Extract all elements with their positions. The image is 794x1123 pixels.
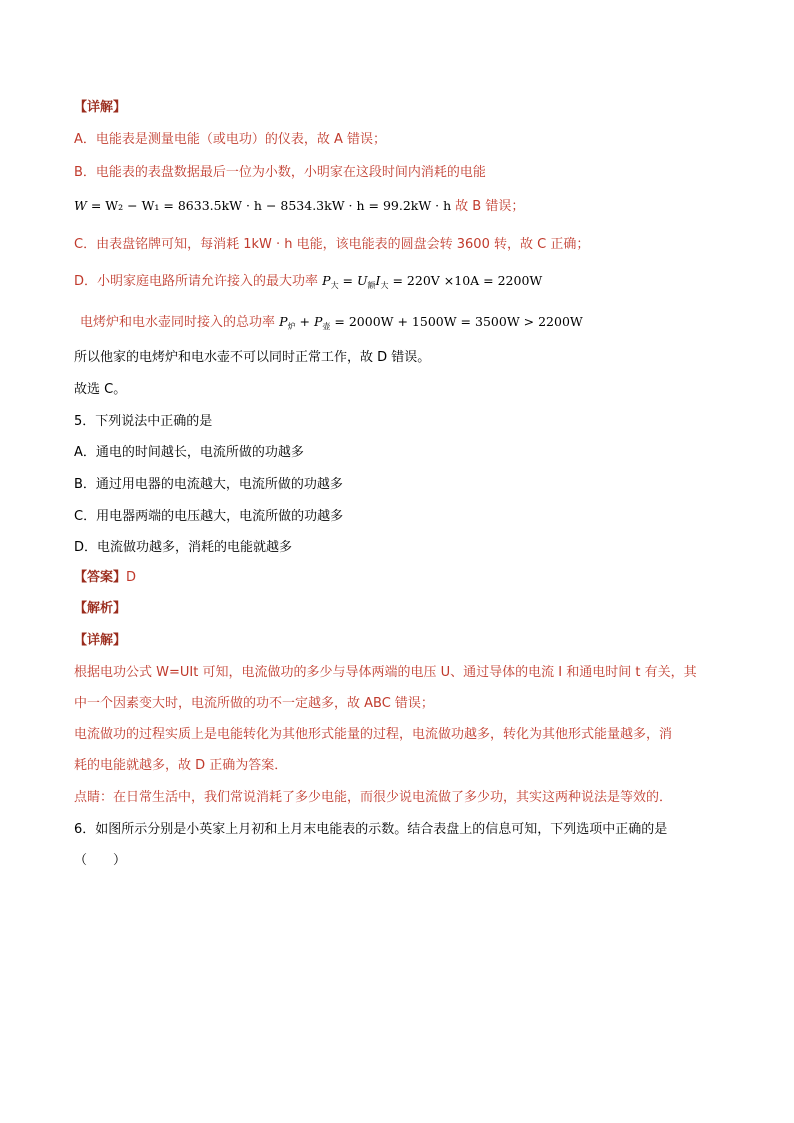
question6-bracket: （ ） bbox=[74, 853, 127, 868]
detail-option-c: C．由表盘铭牌可知，每消耗 1kW · h 电能，该电能表的圆盘会转 3600 转，故 C 正确； bbox=[74, 237, 590, 252]
question5-detail-3: 电流做功的过程实质上是电能转化为其他形式能量的过程，电流做功越多，转化为其他形式能量越多，消 bbox=[74, 727, 673, 742]
detail-conclusion: 所以他家的电烤炉和电水壶不可以同时正常工作，故 D 错误。 bbox=[74, 350, 431, 365]
question6-stem: 6．如图所示分别是小英家上月初和上月末电能表的示数。结合表盘上的信息可知，下列选项中正确的是 bbox=[74, 822, 668, 837]
formula-b bbox=[74, 197, 524, 216]
question5-answer bbox=[74, 569, 136, 587]
formula-b-lhs: W bbox=[74, 198, 87, 213]
formula-d2-p2: P bbox=[314, 314, 323, 329]
answer-value: D bbox=[126, 570, 137, 585]
detail-option-d bbox=[74, 272, 542, 295]
question5-option-b: B．通过用电器的电流越大，电流所做的功越多 bbox=[74, 477, 343, 492]
question5-option-a: A．通电的时间越长，电流所做的功越多 bbox=[74, 445, 304, 460]
detail-option-b: B．电能表的表盘数据最后一位为小数，小明家在这段时间内消耗的电能 bbox=[74, 165, 486, 180]
formula-d2-plus: + bbox=[295, 314, 314, 329]
detail-choice: 故选 C。 bbox=[74, 382, 127, 397]
formula-b-tail: 故 B 错误； bbox=[455, 199, 525, 214]
formula-d2 bbox=[279, 314, 583, 329]
question5-detail-1: 根据电功公式 W=UIt 可知，电流做功的多少与导体两端的电压 U、通过导体的电流 I 和通电时间 t 有关，其 bbox=[74, 665, 697, 680]
question5-detail-4: 耗的电能就越多，故 D 正确为答案． bbox=[74, 758, 288, 773]
formula-d-u: U bbox=[357, 273, 368, 288]
answer-tag: 【答案】 bbox=[74, 570, 127, 585]
detail-option-a: A．电能表是测量电能（或电功）的仪表，故 A 错误； bbox=[74, 132, 387, 147]
detail-option-d-text: D．小明家庭电路所请允许接入的最大功率 bbox=[74, 274, 319, 289]
detail-option-d2-text: 电烤炉和电水壶同时接入的总功率 bbox=[80, 315, 276, 330]
formula-d2-p1-sub: 炉 bbox=[287, 322, 296, 331]
formula-d-p-sub: 大 bbox=[330, 281, 339, 290]
analysis-tag: 【解析】 bbox=[74, 601, 127, 616]
question5-detail-2: 中一个因素变大时，电流所做的功不一定越多，故 ABC 错误； bbox=[74, 696, 434, 711]
formula-d-i: I bbox=[375, 273, 381, 288]
formula-d2-rest: = 2000W + 1500W = 3500W > 2200W bbox=[330, 314, 583, 329]
detail-option-d2 bbox=[80, 313, 583, 336]
question5-option-c: C．用电器两端的电压越大，电流所做的功越多 bbox=[74, 509, 344, 524]
formula-b-rhs: = W₂ − W₁ = 8633.5kW · h − 8534.3kW · h = 99.2kW · h bbox=[90, 198, 452, 213]
formula-d-p: P bbox=[322, 273, 331, 288]
question5-detail-tag: 【详解】 bbox=[74, 633, 127, 648]
formula-d-rest: = 220V ×10A = 2200W bbox=[388, 273, 543, 288]
formula-d-u-sub: 额 bbox=[367, 281, 376, 290]
formula-d bbox=[322, 273, 542, 288]
formula-d-eq: = bbox=[338, 273, 357, 288]
formula-d2-p2-sub: 壶 bbox=[322, 322, 331, 331]
detail-tag: 【详解】 bbox=[74, 100, 127, 115]
question5-stem: 5．下列说法中正确的是 bbox=[74, 414, 213, 429]
question5-option-d: D．电流做功越多，消耗的电能就越多 bbox=[74, 540, 293, 555]
question5-comment: 点睛：在日常生活中，我们常说消耗了多少电能，而很少说电流做了多少功，其实这两种说法是等效的． bbox=[74, 790, 673, 805]
formula-d-i-sub: 大 bbox=[380, 281, 389, 290]
formula-d2-p1: P bbox=[279, 314, 288, 329]
